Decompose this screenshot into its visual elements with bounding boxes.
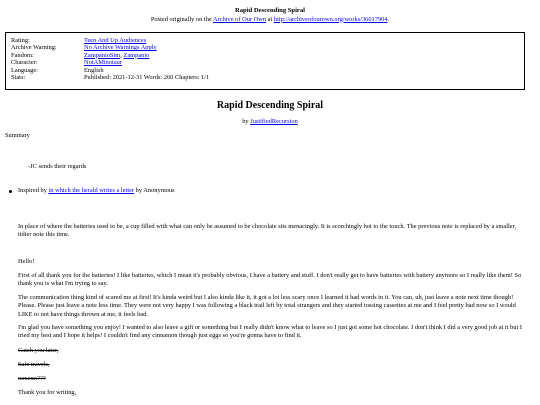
warning-link[interactable]: No Archive Warnings Apply <box>84 44 157 52</box>
strikethrough-line-1: Catch you later, <box>18 347 59 354</box>
meta-row-fandom <box>11 52 524 59</box>
meta-row-warning <box>11 44 524 51</box>
inspired-link[interactable]: in which the herald writes a letter <box>48 187 135 194</box>
warning-label: Archive Warning: <box>11 44 57 52</box>
fandom-separator: , <box>120 51 124 59</box>
language-value: English <box>84 66 104 74</box>
summary-text: -JC sends their regards <box>28 163 87 170</box>
meta-row-language <box>11 67 524 74</box>
stats-label: Stats: <box>11 73 26 81</box>
paragraph-2: Hello! <box>18 258 35 265</box>
posted-line <box>0 16 540 24</box>
byline <box>0 118 540 126</box>
posted-prefix: Posted originally on the <box>150 15 213 23</box>
inspired-suffix: by Anonymous <box>134 187 175 194</box>
header-title: Rapid Descending Spiral <box>235 7 305 14</box>
work-url-link[interactable]: http://archiveofourown.org/works/36017904 <box>273 15 388 23</box>
at-text: at <box>266 15 274 23</box>
work-meta-box <box>5 32 525 90</box>
meta-row-rating <box>11 37 524 44</box>
by-text: by <box>242 118 251 125</box>
posted-period: . <box>387 15 390 23</box>
closing-line: Thank you for writing, <box>18 389 77 396</box>
paragraph-1: In place of where the batteries used to be, a cup filled with what can only be assumed to be chocolate sits menacingly. It is scorchingly hot to the touch. The previous note is replaced by a smaller, tidier note this time. <box>18 223 517 239</box>
stats-value: Published: 2021-12-31 Words: 260 Chapters: 1/1 <box>84 73 210 81</box>
inspired-by-line <box>18 187 175 195</box>
bullet-icon <box>9 190 12 193</box>
fandom-label: Fandom: <box>11 51 34 59</box>
page-header <box>0 7 540 24</box>
rating-link[interactable]: Teen And Up Audiences <box>84 37 147 44</box>
language-label: Language: <box>11 66 38 74</box>
strikethrough-line-3: xoxoxo??? <box>18 375 46 382</box>
paragraph-5: I'm glad you have something you enjoy! I wanted to also leave a gift or something but I really didn't know what to leave so I just got some hot chocolate. I don't think I did a very good job at it but I tried my best and I hope it helps! I couldn't find any cinnamon though just eggs so you're gonna have to find it. <box>18 324 522 340</box>
meta-row-character <box>11 59 524 66</box>
fandom-link-1[interactable]: ZampanioSim <box>84 51 121 59</box>
strikethrough-line-2: Safe travels, <box>18 361 50 368</box>
work-title: Rapid Descending Spiral <box>216 100 324 111</box>
author-link[interactable]: JustifiedRecursion <box>250 118 298 125</box>
character-label: Character: <box>11 59 38 67</box>
paragraph-4: The communication thing kind of scared me at first! It's kinda weird but I also kinda like it, it got a lot less scary once I learned it had words in it. You can, uh, just leave a note next time though! Please. Please just leave a note less time. They were not very happy I was following a black trail left by total strangers and they started tossing cassettes at me and I feel pretty bad now so I would LIKE to not have things thrown at me, it feels bad. <box>18 294 516 318</box>
paragraph-3: First of all thank you for the batteries! I like batteries, which I mean it's probably obvious, I have a battery and stuff. I don't really get to have batteries with battery anymore so I really like them! So thank you is what I'm trying to say. <box>18 272 522 288</box>
summary-heading: Summary <box>5 132 30 139</box>
character-link[interactable]: NotAMinotaur <box>84 59 122 67</box>
inspired-prefix: Inspired by <box>18 187 49 194</box>
meta-row-stats <box>11 74 524 81</box>
rating-label: Rating: <box>11 37 30 44</box>
fandom-link-2[interactable]: Zampanio <box>123 51 150 59</box>
fandom-values <box>84 52 149 59</box>
archive-link[interactable]: Archive of Our Own <box>212 15 267 23</box>
